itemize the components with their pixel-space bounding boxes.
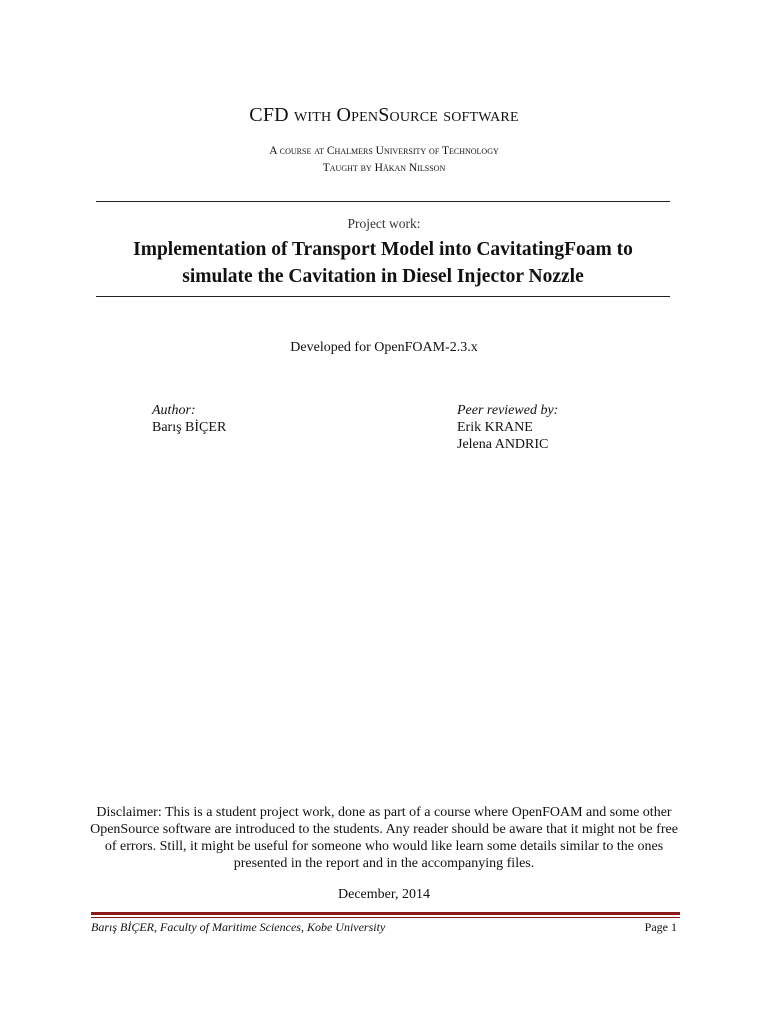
page-number: Page 1	[644, 920, 677, 934]
footer-author-affiliation: Barış BİÇER, Faculty of Maritime Sciences, Kobe University	[91, 920, 386, 934]
title-rule-top	[96, 201, 670, 202]
reviewer-heading: Peer reviewed by:	[457, 403, 559, 418]
developed-for: Developed for OpenFOAM-2.3.x	[290, 340, 478, 355]
author-block	[152, 402, 226, 436]
course-teacher-line: Taught by Håkan Nilsson	[322, 162, 446, 174]
document-date: December, 2014	[338, 887, 430, 902]
course-institution-line: A course at Chalmers University of Technology	[269, 145, 499, 157]
author-name: Barış BİÇER	[152, 420, 227, 435]
reviewer-name: Jelena ANDRIC	[457, 437, 549, 452]
project-label: Project work:	[347, 216, 421, 231]
author-heading: Author:	[152, 403, 196, 418]
disclaimer-text: Disclaimer: This is a student project work, done as part of a course where OpenFOAM and some other OpenSource software are introduced to the students. Any reader should be aware that it might not be free of errors. Still, it might be useful for someone who would like learn some details similar to the ones presented in the report and in the accompanying files.	[90, 805, 678, 871]
reviewer-block	[457, 402, 558, 453]
project-title: Implementation of Transport Model into CavitatingFoam to simulate the Cavitation in Diesel Injector Nozzle	[133, 239, 633, 287]
reviewer-name: Erik KRANE	[457, 420, 533, 435]
title-rule-bottom	[96, 296, 670, 297]
course-title: CFD with OpenSource software	[249, 104, 519, 126]
footer-rule	[91, 912, 680, 915]
footer-rule-thin	[91, 917, 680, 918]
